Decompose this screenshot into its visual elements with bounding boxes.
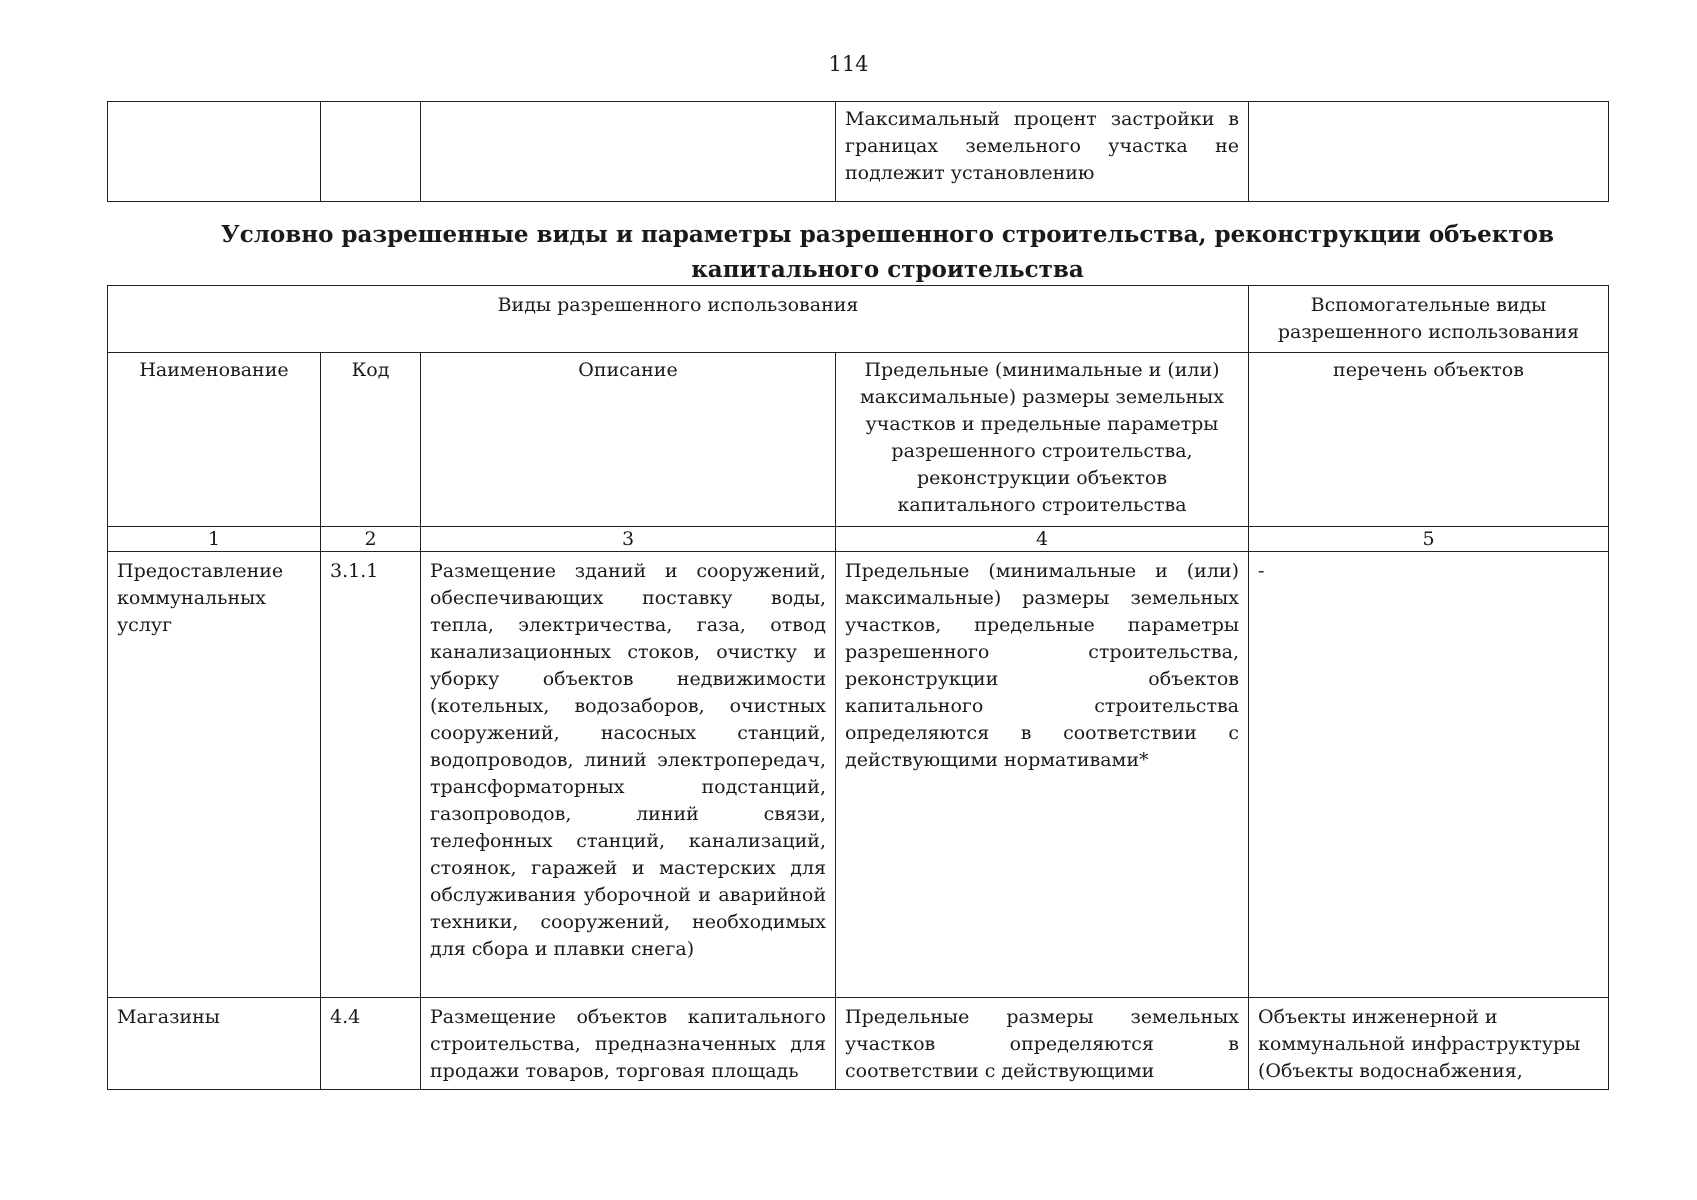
row-code: 3.1.1 — [321, 552, 421, 998]
table-row — [108, 998, 1609, 1090]
row-name: Предоставление коммунальных услуг — [108, 552, 321, 998]
header-col-name: Наименование — [108, 353, 321, 527]
section-title: Условно разрешенные виды и параметры разрешенного строительства, реконструкции объектов капитального строительства — [221, 221, 1554, 283]
row-code: 4.4 — [321, 998, 421, 1090]
row-aux: Объекты инженерной и коммунальной инфраструктуры (Объекты водоснабжения, — [1249, 998, 1609, 1090]
row-limits: Предельные размеры земельных участков определяются в соответствии с действующими — [836, 998, 1249, 1090]
header-col-description: Описание — [421, 353, 836, 527]
header-group-main: Виды разрешенного использования — [108, 286, 1249, 353]
top-row-cell-description — [421, 102, 836, 202]
header-col-limits: Предельные (минимальные и (или) максимальные) размеры земельных участков и предельные параметры разрешенного строительства, реконструкции объектов капитального строительства — [836, 353, 1249, 527]
table-row — [108, 552, 1609, 998]
row-description: Размещение объектов капитального строительства, предназначенных для продажи товаров, торговая площадь — [421, 998, 836, 1090]
table-header-group-row — [108, 286, 1609, 353]
header-col-code: Код — [321, 353, 421, 527]
table-header-row — [108, 353, 1609, 527]
column-number: 1 — [108, 527, 321, 552]
continued-table-row — [107, 101, 1609, 202]
column-number: 5 — [1249, 527, 1609, 552]
top-row-cell-name — [108, 102, 321, 202]
column-number-row — [108, 527, 1609, 552]
column-number: 3 — [421, 527, 836, 552]
row-aux: - — [1249, 552, 1609, 998]
header-col-aux-list: перечень объектов — [1249, 353, 1609, 527]
top-row-cell-aux — [1249, 102, 1609, 202]
page-number: 114 — [828, 52, 869, 76]
column-number: 2 — [321, 527, 421, 552]
row-limits: Предельные (минимальные и (или) максимальные) размеры земельных участков, предельные параметры разрешенного строительства, реконструкции объектов капитального строительства определяются в соответствии с действующими нормативами* — [836, 552, 1249, 998]
row-name: Магазины — [108, 998, 321, 1090]
permitted-uses-table — [107, 285, 1609, 1090]
header-group-aux: Вспомогательные виды разрешенного использования — [1249, 286, 1609, 353]
top-row-cell-limits: Максимальный процент застройки в границах земельного участка не подлежит установлению — [836, 102, 1249, 202]
top-row-cell-code — [321, 102, 421, 202]
column-number: 4 — [836, 527, 1249, 552]
row-description: Размещение зданий и сооружений, обеспечивающих поставку воды, тепла, электричества, газа, отвод канализационных стоков, очистку и уборку объектов недвижимости (котельных, водозаборов, очистных сооружений, насосных станций, водопроводов, линий электропередач, трансформаторных подстанций, газопроводов, линий связи, телефонных станций, канализаций, стоянок, гаражей и мастерских для обслуживания уборочной и аварийной техники, сооружений, необходимых для сбора и плавки снега) — [421, 552, 836, 998]
